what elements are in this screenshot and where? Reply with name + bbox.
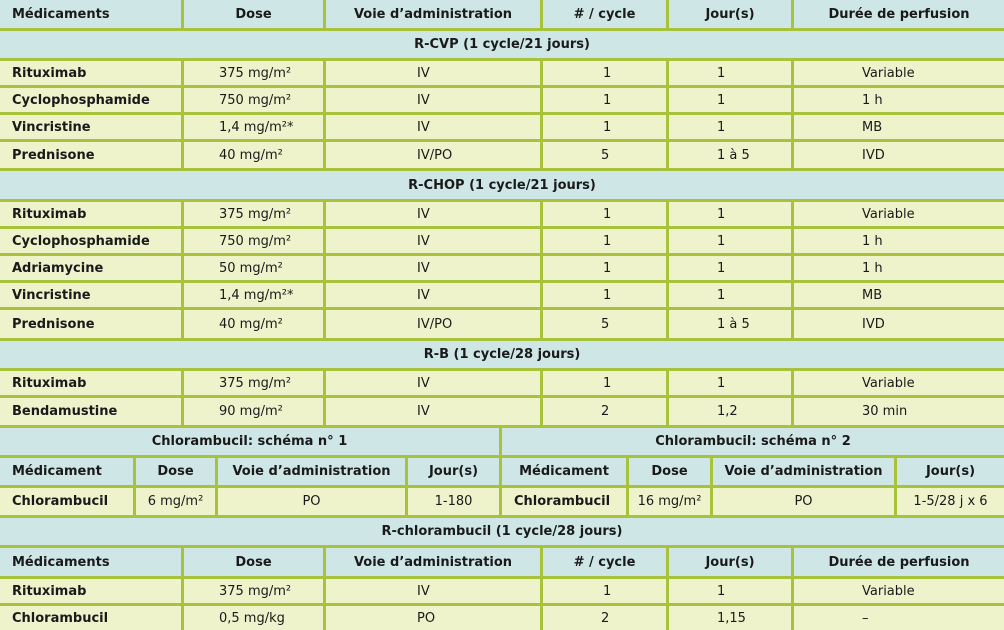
duration: IVD (862, 316, 885, 332)
dose: 90 mg/m² (184, 398, 326, 425)
section-title: R-CHOP (1 cycle/21 jours) (0, 171, 1004, 199)
days: 1 (669, 256, 794, 280)
table-row (0, 88, 1004, 112)
duration: 30 min (862, 404, 908, 419)
route: IV (326, 371, 543, 395)
header-cell: # / cycle (543, 548, 669, 576)
drug-name: Bendamustine (0, 398, 184, 425)
table-row (0, 579, 1004, 603)
header-cell: Médicament (502, 458, 629, 485)
header-cell: Médicaments (0, 0, 184, 28)
days: 1 (669, 371, 794, 395)
table-row (0, 488, 1004, 515)
drug-name: Rituximab (0, 371, 184, 395)
per-cycle: 1 (543, 202, 669, 226)
dose: 375 mg/m² (184, 371, 326, 395)
duration: Variable (862, 206, 915, 222)
header-cell: Dose (136, 458, 218, 485)
table-row (0, 398, 1004, 425)
table-row (0, 202, 1004, 226)
duration: 1 h (862, 260, 883, 276)
route: PO (218, 488, 408, 515)
per-cycle: 2 (543, 606, 669, 630)
drug-name: Prednisone (0, 310, 184, 338)
duration: – (862, 610, 869, 626)
route: IV (326, 61, 543, 85)
schema1-title: Chlorambucil: schéma n° 1 (0, 428, 502, 455)
per-cycle: 1 (543, 256, 669, 280)
days: 1,15 (669, 606, 794, 630)
route: IV (326, 256, 543, 280)
table-row (0, 115, 1004, 139)
duration: IVD (862, 147, 885, 163)
per-cycle: 1 (543, 61, 669, 85)
days: 1 (669, 229, 794, 253)
duration: MB (862, 287, 883, 303)
drug-name: Vincristine (0, 283, 184, 307)
days: 1 à 5 (669, 142, 794, 168)
dose: 375 mg/m² (184, 202, 326, 226)
days: 1 (669, 61, 794, 85)
drug-name: Chlorambucil (502, 488, 629, 515)
dose: 50 mg/m² (184, 256, 326, 280)
per-cycle: 1 (543, 371, 669, 395)
drug-name: Rituximab (0, 202, 184, 226)
header-cell: Voie d’administration (218, 458, 408, 485)
drug-name: Rituximab (0, 61, 184, 85)
drug-name: Prednisone (0, 142, 184, 168)
route: PO (326, 606, 543, 630)
schema2-title: Chlorambucil: schéma n° 2 (655, 434, 851, 449)
table-row (0, 256, 1004, 280)
header-cell: Voie d’administration (713, 458, 897, 485)
dose: 0,5 mg/kg (184, 606, 326, 630)
drug-name: Adriamycine (0, 256, 184, 280)
per-cycle: 5 (543, 310, 669, 338)
duration: MB (862, 119, 883, 135)
days: 1 (669, 202, 794, 226)
header-cell: Dose (184, 0, 326, 28)
dose: 40 mg/m² (184, 310, 326, 338)
header-cell: Durée de perfusion (828, 6, 970, 22)
days: 1-180 (408, 488, 502, 515)
r-chlorambucil-header-row (0, 548, 1004, 576)
dose: 6 mg/m² (136, 488, 218, 515)
duration: 1 h (862, 233, 883, 249)
days: 1-5/28 j x 6 (913, 494, 988, 509)
main-header-row (0, 0, 1004, 28)
drug-name: Cyclophosphamide (0, 88, 184, 112)
header-cell: Jour(s) (408, 458, 502, 485)
route: PO (713, 488, 897, 515)
route: IV (326, 283, 543, 307)
days: 1 à 5 (669, 310, 794, 338)
days: 1 (669, 115, 794, 139)
duration: Variable (862, 583, 915, 599)
route: IV (326, 202, 543, 226)
header-cell: Médicament (0, 458, 136, 485)
per-cycle: 1 (543, 229, 669, 253)
header-cell: # / cycle (543, 0, 669, 28)
per-cycle: 2 (543, 398, 669, 425)
chlorambucil-header-row (0, 458, 1004, 485)
dose: 375 mg/m² (184, 579, 326, 603)
table-row (0, 61, 1004, 85)
chlorambucil-schema-titles (0, 428, 1004, 455)
dose: 1,4 mg/m²* (184, 283, 326, 307)
section-title: R-B (1 cycle/28 jours) (0, 341, 1004, 368)
drug-name: Chlorambucil (0, 606, 184, 630)
route: IV (326, 229, 543, 253)
drug-name: Chlorambucil (0, 488, 136, 515)
section-title: R-CVP (1 cycle/21 jours) (0, 31, 1004, 58)
header-cell: Jour(s) (669, 0, 794, 28)
route: IV (326, 88, 543, 112)
duration: Variable (862, 65, 915, 81)
route: IV/PO (326, 310, 543, 338)
days: 1,2 (669, 398, 794, 425)
table-row (0, 310, 1004, 338)
days: 1 (669, 579, 794, 603)
route: IV (326, 398, 543, 425)
per-cycle: 5 (543, 142, 669, 168)
drug-name: Rituximab (0, 579, 184, 603)
route: IV (326, 115, 543, 139)
duration: Variable (862, 375, 915, 391)
dose: 750 mg/m² (184, 229, 326, 253)
days: 1 (669, 283, 794, 307)
drug-name: Cyclophosphamide (0, 229, 184, 253)
table-row (0, 606, 1004, 630)
per-cycle: 1 (543, 579, 669, 603)
drug-name: Vincristine (0, 115, 184, 139)
header-cell: Médicaments (0, 548, 184, 576)
route: IV (326, 579, 543, 603)
per-cycle: 1 (543, 283, 669, 307)
table-row (0, 283, 1004, 307)
dose: 1,4 mg/m²* (184, 115, 326, 139)
header-cell: Durée de perfusion (828, 554, 970, 570)
duration: 1 h (862, 92, 883, 108)
route: IV/PO (326, 142, 543, 168)
per-cycle: 1 (543, 115, 669, 139)
dose: 750 mg/m² (184, 88, 326, 112)
section-title: R-chlorambucil (1 cycle/28 jours) (0, 518, 1004, 545)
dose: 16 mg/m² (629, 488, 713, 515)
table-row (0, 371, 1004, 395)
table-row (0, 142, 1004, 168)
dose: 40 mg/m² (184, 142, 326, 168)
header-cell: Jour(s) (925, 464, 976, 479)
dose: 375 mg/m² (184, 61, 326, 85)
header-cell: Voie d’administration (326, 0, 543, 28)
table-row (0, 229, 1004, 253)
header-cell: Jour(s) (669, 548, 794, 576)
days: 1 (669, 88, 794, 112)
header-cell: Voie d’administration (326, 548, 543, 576)
header-cell: Dose (629, 458, 713, 485)
header-cell: Dose (184, 548, 326, 576)
per-cycle: 1 (543, 88, 669, 112)
